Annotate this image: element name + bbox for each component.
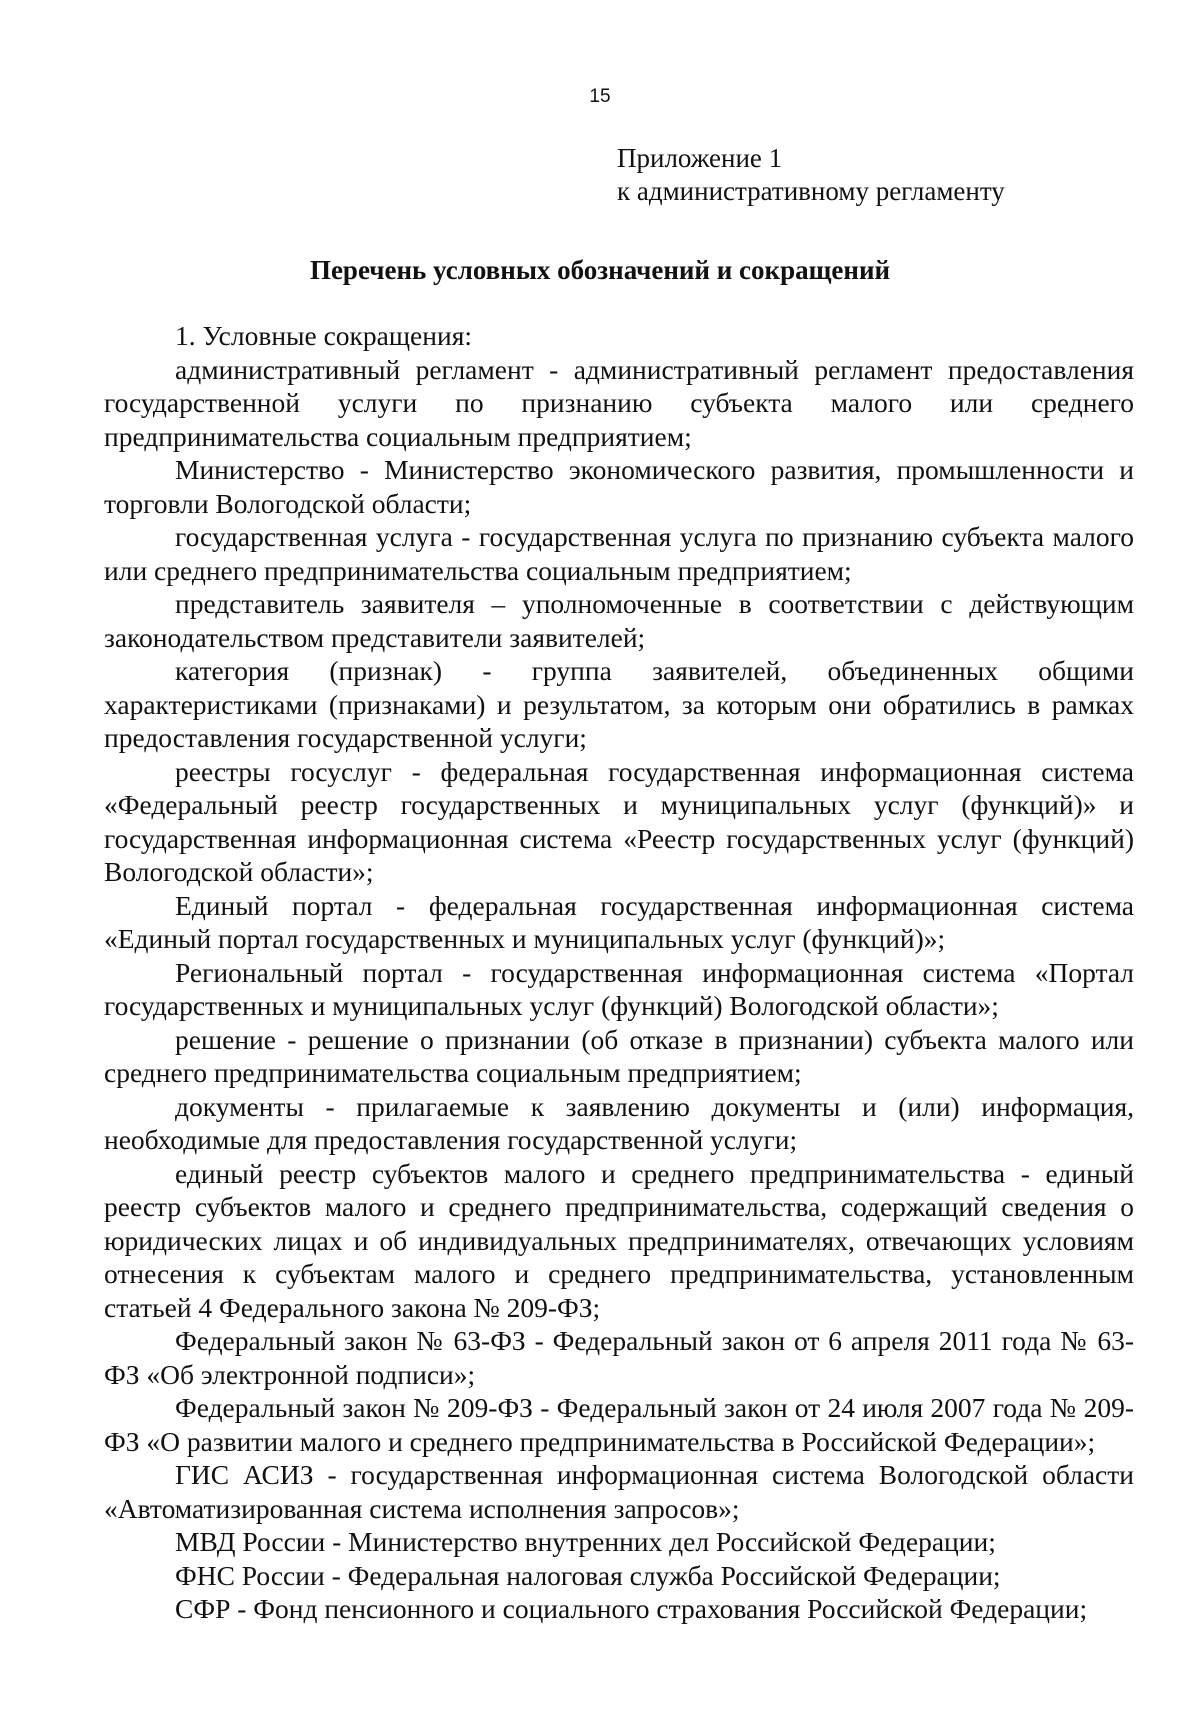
- appendix-line-2: к административному регламенту: [617, 176, 1005, 206]
- definition-paragraph: Федеральный закон № 209-ФЗ - Федеральный закон от 24 июля 2007 года № 209-ФЗ «О развитии малого и среднего предпринимательства в Российской Федерации»;: [104, 1392, 1134, 1457]
- definition-paragraph: Единый портал - федеральная государственная информационная система «Единый портал государственных и муниципальных услуг (функций)»;: [104, 889, 1134, 954]
- definition-paragraph: ФНС России - Федеральная налоговая служба Российской Федерации;: [175, 1559, 1001, 1591]
- definition-paragraph: государственная услуга - государственная услуга по признанию субъекта малого или среднего предпринимательства социальным предприятием;: [104, 521, 1134, 586]
- definition-paragraph: Региональный портал - государственная информационная система «Портал государственных и муниципальных услуг (функций) Вологодской области»;: [104, 956, 1134, 1021]
- page-number: 15: [589, 86, 611, 107]
- definition-paragraph: реестры госуслуг - федеральная государственная информационная система «Федеральный реестр государственных и муниципальных услуг (функций)» и государственная информационная система «Реестр государственных услуг (функций) Вологодской области»;: [104, 755, 1134, 887]
- definitions-section: [104, 319, 1134, 1626]
- definition-paragraph: Федеральный закон № 63-ФЗ - Федеральный закон от 6 апреля 2011 года № 63-ФЗ «Об электронной подписи»;: [104, 1325, 1134, 1390]
- definition-paragraph: документы - прилагаемые к заявлению документы и (или) информация, необходимые для предоставления государственной услуги;: [104, 1090, 1134, 1155]
- appendix-reference: [617, 142, 1005, 208]
- definition-paragraph: категория (признак) - группа заявителей, объединенных общими характеристиками (признаками) и результатом, за которым они обратились в рамках предоставления государственной услуги;: [104, 655, 1134, 753]
- definition-paragraph: ГИС АСИЗ - государственная информационная система Вологодской области «Автоматизированная система исполнения запросов»;: [104, 1459, 1134, 1524]
- definition-paragraph: административный регламент - административный регламент предоставления государственной услуги по признанию субъекта малого или среднего предпринимательства социальным предприятием;: [104, 353, 1134, 452]
- definition-paragraph: МВД России - Министерство внутренних дел Российской Федерации;: [175, 1526, 996, 1557]
- definition-paragraph: представитель заявителя – уполномоченные в соответствии с действующим законодательством представители заявителей;: [104, 588, 1134, 653]
- appendix-line-1: Приложение 1: [617, 143, 783, 173]
- definition-paragraph: решение - решение о признании (об отказе в признании) субъекта малого или среднего предпринимательства социальным предприятием;: [104, 1023, 1134, 1088]
- definition-paragraph: СФР - Фонд пенсионного и социального страхования Российской Федерации;: [175, 1593, 1088, 1624]
- section-heading: 1. Условные сокращения:: [175, 320, 472, 351]
- definition-paragraph: единый реестр субъектов малого и среднего предпринимательства - единый реестр субъектов малого и среднего предпринимательства, содержащий сведения о юридических лицах и об индивидуальных предпринимателях, отвечающих условиям отнесения к субъектам малого и среднего предпринимательства, установленным статьей 4 Федерального закона № 209-ФЗ;: [104, 1157, 1134, 1323]
- definition-paragraph: Министерство - Министерство экономического развития, промышленности и торговли Вологодской области;: [104, 454, 1134, 519]
- document-title: Перечень условных обозначений и сокращений: [309, 255, 891, 285]
